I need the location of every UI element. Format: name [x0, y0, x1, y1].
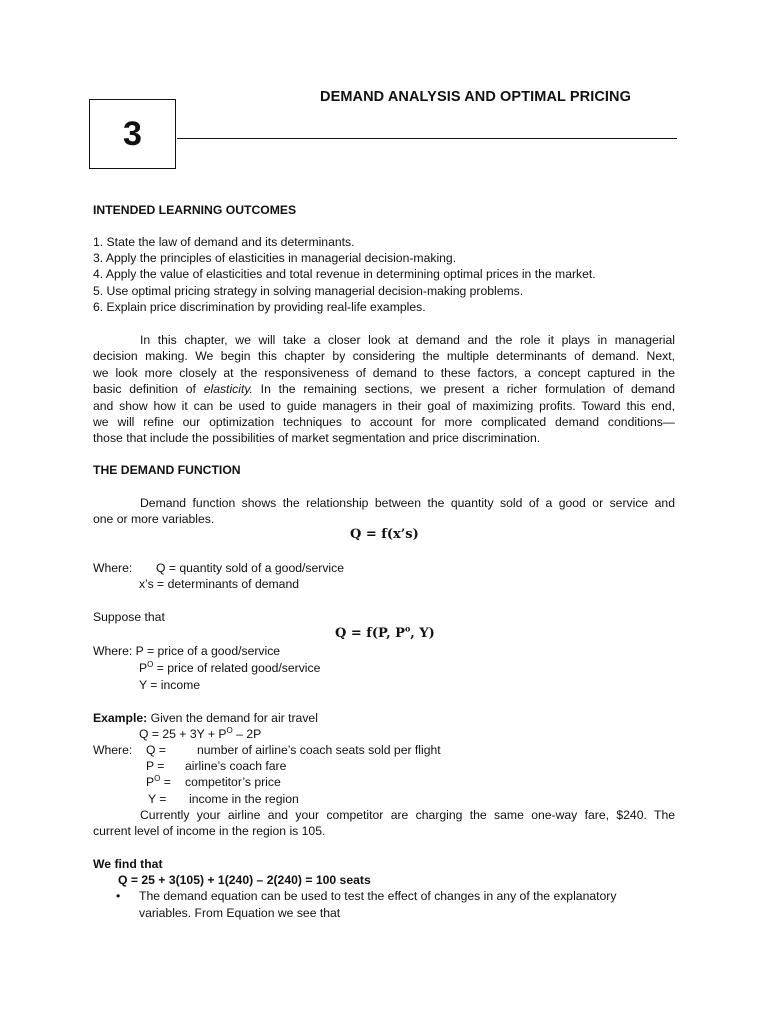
example-def-symbol: P =	[146, 759, 165, 773]
symbol: =	[160, 775, 171, 789]
equation-superscript: o	[404, 623, 411, 634]
demand-function-paragraph	[93, 495, 675, 528]
intro-text: basic definition of	[93, 382, 204, 397]
we-find-heading: We find that	[93, 857, 163, 871]
example-def-desc: number of airline’s coach seats sold per flight	[197, 743, 441, 757]
outcome-item: 4. Apply the value of elasticities and total revenue in determining optimal prices in the market.	[93, 267, 596, 281]
example-where-label: Where:	[93, 743, 133, 757]
equation-part: – 2P	[232, 727, 262, 741]
symbol: P	[139, 661, 148, 675]
example-label: Example:	[93, 711, 148, 725]
definition-p: Where: P = price of a good/service	[93, 644, 281, 658]
example-def-desc: income in the region	[189, 792, 299, 806]
demand-line: one or more variables.	[93, 512, 215, 527]
we-find-calculation: Q = 25 + 3(105) + 1(240) – 2(240) = 100 seats	[118, 873, 371, 887]
intro-line: we look more closely at the responsiveness of demand to these factors, a concept captured in the	[93, 365, 675, 380]
bullet-marker: •	[116, 889, 121, 903]
chapter-number-box	[89, 99, 176, 169]
symbol-superscript: O	[147, 659, 154, 669]
equation-part: Q = f(P, P	[335, 626, 405, 641]
intro-line: and show how it can be used to guide managers in their goal of maximizing profits. Toward this end,	[93, 398, 675, 413]
example-current-paragraph	[93, 807, 675, 840]
example-def-symbol: Y =	[148, 792, 167, 806]
demand-line: Demand function shows the relationship between the quantity sold of a good or service and	[140, 496, 675, 510]
equation-part: Q = 25 + 3Y + P	[139, 727, 227, 741]
example-intro	[93, 710, 318, 726]
definition-text: = price of related good/service	[153, 661, 321, 675]
intro-text: In the remaining sections, we present a richer formulation of demand	[252, 382, 676, 397]
intro-line: those that include the possibilities of market segmentation and price discrimination.	[93, 431, 541, 446]
equation-part: , Y)	[410, 626, 435, 641]
bullet-line: The demand equation can be used to test the effect of changes in any of the explanatory	[139, 889, 617, 903]
outcome-item: 6. Explain price discrimination by providing real-life examples.	[93, 300, 426, 314]
equation-demand-general: Q = f(x’s)	[350, 527, 419, 542]
intro-paragraph	[93, 332, 675, 447]
symbol-superscript: O	[154, 773, 161, 783]
intro-line: In this chapter, we will take a closer look at demand and the role it plays in managerial	[140, 333, 675, 347]
outcomes-heading: INTENDED LEARNING OUTCOMES	[93, 203, 297, 217]
where-label: Where:	[93, 561, 133, 575]
example-def-symbol	[146, 774, 171, 790]
definition-po	[139, 660, 320, 676]
intro-line: decision making. We begin this chapter by considering the multiple determinants of demand. Next,	[93, 349, 675, 364]
example-def-desc: airline’s coach fare	[185, 759, 287, 773]
equation-superscript: O	[226, 725, 233, 735]
bullet-line: variables. From Equation we see that	[139, 906, 341, 920]
definition-x: x’s = determinants of demand	[139, 577, 299, 591]
chapter-title: DEMAND ANALYSIS AND OPTIMAL PRICING	[320, 89, 631, 105]
definition-y: Y = income	[139, 678, 201, 692]
outcome-item: 3. Apply the principles of elasticities in managerial decision-making.	[93, 251, 457, 265]
example-def-symbol: Q =	[146, 743, 166, 757]
current-line: Currently your airline and your competitor are charging the same one-way fare, $240. The	[140, 808, 675, 822]
outcome-item: 5. Use optimal pricing strategy in solving managerial decision-making problems.	[93, 284, 524, 298]
symbol: P	[146, 775, 155, 789]
header-rule	[177, 138, 677, 139]
example-text: Given the demand for air travel	[147, 711, 318, 725]
chapter-number: 3	[123, 114, 142, 153]
demand-function-heading: THE DEMAND FUNCTION	[93, 463, 241, 477]
intro-italic-term: elasticity.	[203, 382, 253, 397]
current-line: current level of income in the region is 105.	[93, 824, 326, 839]
intro-line-mixed	[93, 381, 675, 397]
example-equation	[139, 726, 261, 742]
outcome-item: 1. State the law of demand and its determinants.	[93, 235, 355, 249]
suppose-text: Suppose that	[93, 610, 165, 624]
intro-line: we will refine our optimization techniques to account for more complicated demand conditions—	[93, 415, 675, 430]
example-def-desc: competitor’s price	[185, 775, 281, 789]
equation-demand-specific	[335, 623, 435, 642]
definition-q: Q = quantity sold of a good/service	[156, 561, 345, 575]
